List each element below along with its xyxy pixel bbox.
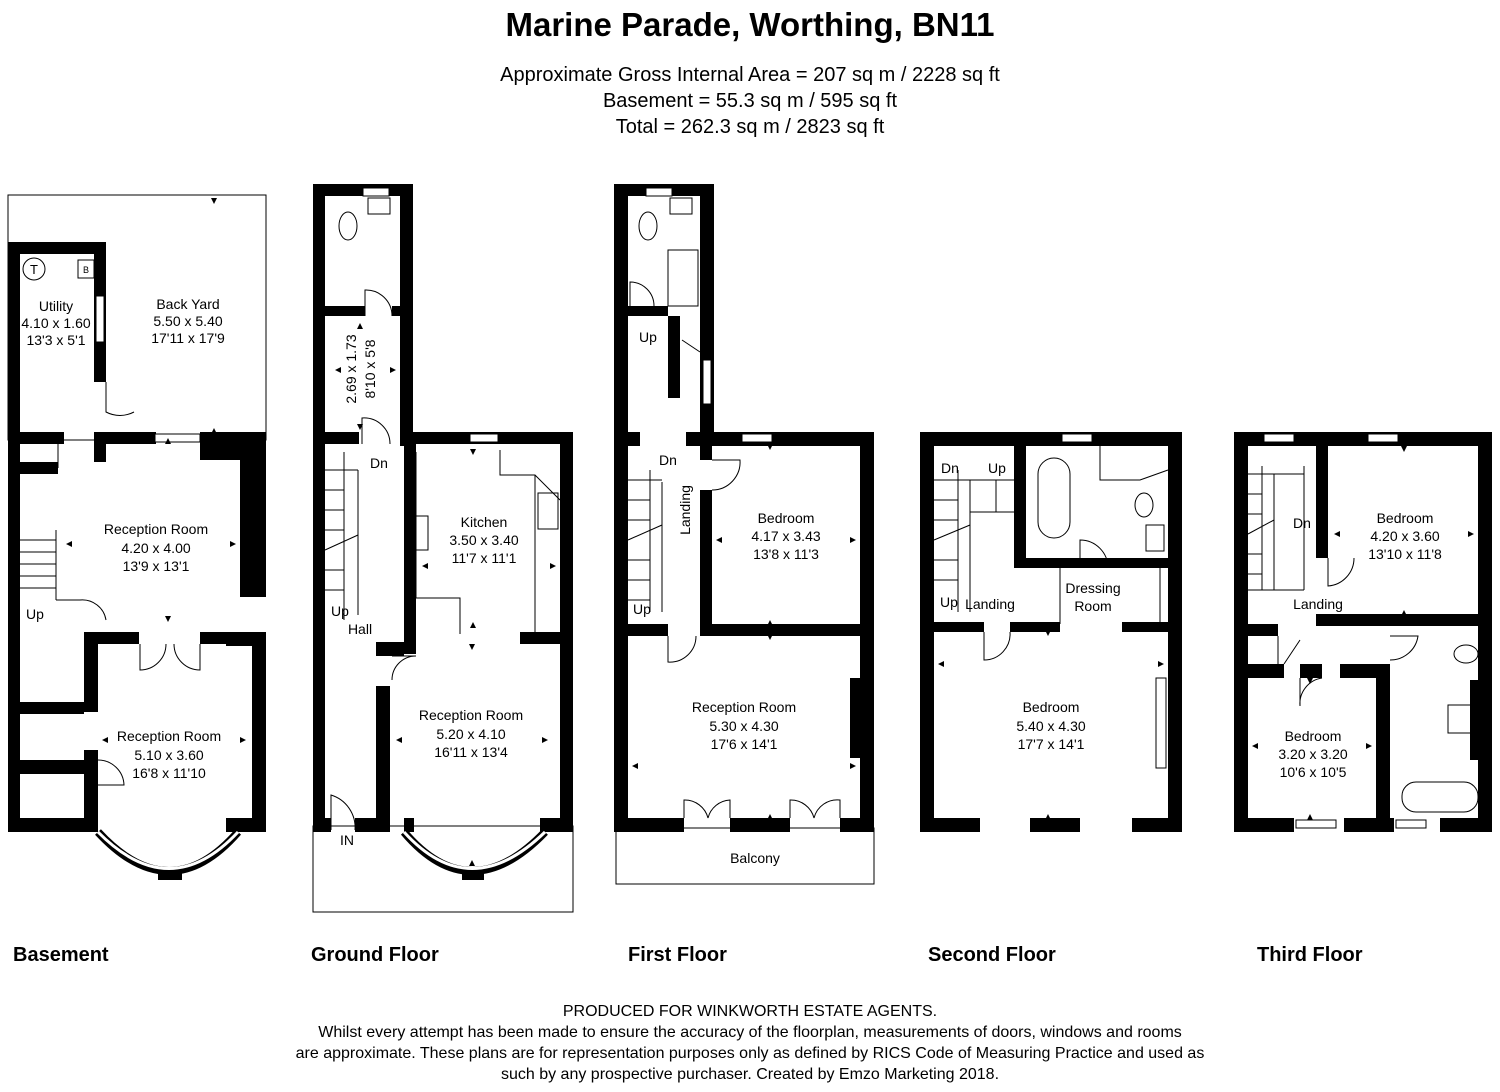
second-dn-label: Dn — [941, 460, 959, 476]
wardrobe-sf — [1156, 678, 1166, 768]
disclaimer-line-2: Whilst every attempt has been made to ensure the accuracy of the floorplan, measurements of doors, windows and rooms — [318, 1024, 1182, 1041]
entrance-label: IN — [340, 832, 354, 848]
basin-icon-tf — [1448, 705, 1472, 733]
disclaimer-line-3: are approximate. These plans are for representation purposes only as defined by RICS Code of Measuring Practice and used as — [295, 1045, 1205, 1062]
second-bedroom-metric: 5.40 x 4.30 — [1016, 718, 1086, 734]
boiler-label: B — [82, 265, 90, 275]
disclaimer — [0, 1001, 1500, 1085]
utility-name: Utility — [38, 298, 74, 314]
floor-label-third: Third Floor — [1257, 944, 1363, 966]
wc-imperial: 8'10 x 5'8 — [362, 339, 378, 399]
bath-icon-sf — [1038, 458, 1070, 538]
first-bedroom-name: Bedroom — [757, 510, 815, 526]
utility-metric: 4.10 x 1.60 — [21, 315, 91, 331]
first-reception-metric: 5.30 x 4.30 — [709, 718, 779, 734]
third-landing-label: Landing — [1293, 596, 1343, 612]
kitchen-name: Kitchen — [460, 514, 508, 530]
floor-label-basement: Basement — [13, 944, 109, 966]
third-bedroom1-metric: 4.20 x 3.60 — [1370, 528, 1440, 544]
kitchen-metric: 3.50 x 3.40 — [449, 532, 519, 548]
ground-dn-label: Dn — [370, 455, 388, 471]
third-floor-plan — [1234, 432, 1492, 832]
basement-reception2-imperial: 16'8 x 11'10 — [132, 765, 206, 781]
ground-reception-imperial: 16'11 x 13'4 — [434, 744, 508, 760]
basement-reception1-imperial: 13'9 x 13'1 — [122, 558, 190, 574]
first-up-label-top: Up — [639, 329, 657, 345]
disclaimer-line-1: PRODUCED FOR WINKWORTH ESTATE AGENTS. — [562, 1003, 938, 1020]
shower-icon-ff — [668, 250, 698, 306]
disclaimer-line-4: such by any prospective purchaser. Created by Emzo Marketing 2018. — [500, 1066, 1000, 1083]
second-landing-label: Landing — [965, 596, 1015, 612]
third-bedroom2-name: Bedroom — [1284, 728, 1342, 744]
second-up-label-top: Up — [988, 460, 1006, 476]
first-up-label: Up — [633, 601, 651, 617]
toilet-icon-sf — [1135, 493, 1153, 517]
third-bedroom1-imperial: 13'10 x 11'8 — [1368, 546, 1442, 562]
floor-label-first: First Floor — [628, 944, 727, 966]
tank-label: T — [30, 262, 38, 277]
third-bedroom1-name: Bedroom — [1376, 510, 1434, 526]
bath-icon-tf — [1402, 782, 1478, 812]
wc-metric: 2.69 x 1.73 — [343, 334, 359, 404]
third-dn-label: Dn — [1293, 515, 1311, 531]
first-reception-imperial: 17'6 x 14'1 — [710, 736, 778, 752]
ground-up-label: Up — [331, 603, 349, 619]
basement-reception1-metric: 4.20 x 4.00 — [121, 540, 191, 556]
balcony-label: Balcony — [730, 850, 780, 866]
basement-up-label: Up — [26, 606, 44, 622]
second-floor-plan — [920, 432, 1182, 832]
hall-label: Hall — [347, 621, 373, 637]
first-reception-name: Reception Room — [691, 699, 797, 715]
plan-title: Marine Parade, Worthing, BN11 — [505, 6, 995, 43]
back-yard-imperial: 17'11 x 17'9 — [151, 330, 225, 346]
first-dn-label: Dn — [659, 452, 677, 468]
toilet-icon-ff — [639, 212, 657, 240]
hob-icon — [538, 493, 558, 529]
wc-basin-icon — [368, 198, 390, 214]
kitchen-imperial: 11'7 x 11'1 — [451, 550, 517, 566]
utility-imperial: 13'3 x 5'1 — [26, 332, 86, 348]
second-bedroom-imperial: 17'7 x 14'1 — [1017, 736, 1085, 752]
floor-label-second: Second Floor — [928, 944, 1056, 966]
first-bedroom-metric: 4.17 x 3.43 — [751, 528, 821, 544]
ground-floor-plan — [313, 184, 573, 912]
basement-reception1-name: Reception Room — [103, 521, 209, 537]
basin-icon-ff — [670, 198, 692, 214]
first-landing-label: Landing — [677, 485, 693, 535]
gross-area-text: Approximate Gross Internal Area = 207 sq m / 2228 sq ft — [500, 64, 1000, 86]
third-bedroom2-metric: 3.20 x 3.20 — [1278, 746, 1348, 762]
third-bedroom2-imperial: 10'6 x 10'5 — [1279, 764, 1347, 780]
basement-area-text: Basement = 55.3 sq m / 595 sq ft — [602, 90, 898, 112]
floor-label-ground: Ground Floor — [311, 944, 439, 966]
toilet-icon-tf — [1454, 645, 1478, 663]
dressing-room-label-2: Room — [1074, 598, 1112, 614]
back-yard-name: Back Yard — [156, 296, 220, 312]
second-bedroom-name: Bedroom — [1022, 699, 1080, 715]
basin-icon-sf — [1146, 525, 1164, 551]
ground-reception-metric: 5.20 x 4.10 — [436, 726, 506, 742]
total-area-text: Total = 262.3 sq m / 2823 sq ft — [615, 116, 885, 138]
toilet-icon — [339, 212, 357, 240]
dressing-room-label-1: Dressing — [1065, 580, 1121, 596]
basement-reception2-name: Reception Room — [116, 728, 222, 744]
basement-reception2-metric: 5.10 x 3.60 — [134, 747, 204, 763]
second-up-label: Up — [940, 594, 958, 610]
first-floor-plan — [614, 184, 874, 884]
first-bedroom-imperial: 13'8 x 11'3 — [753, 546, 819, 562]
back-yard-metric: 5.50 x 5.40 — [153, 313, 223, 329]
ground-reception-name: Reception Room — [418, 707, 524, 723]
